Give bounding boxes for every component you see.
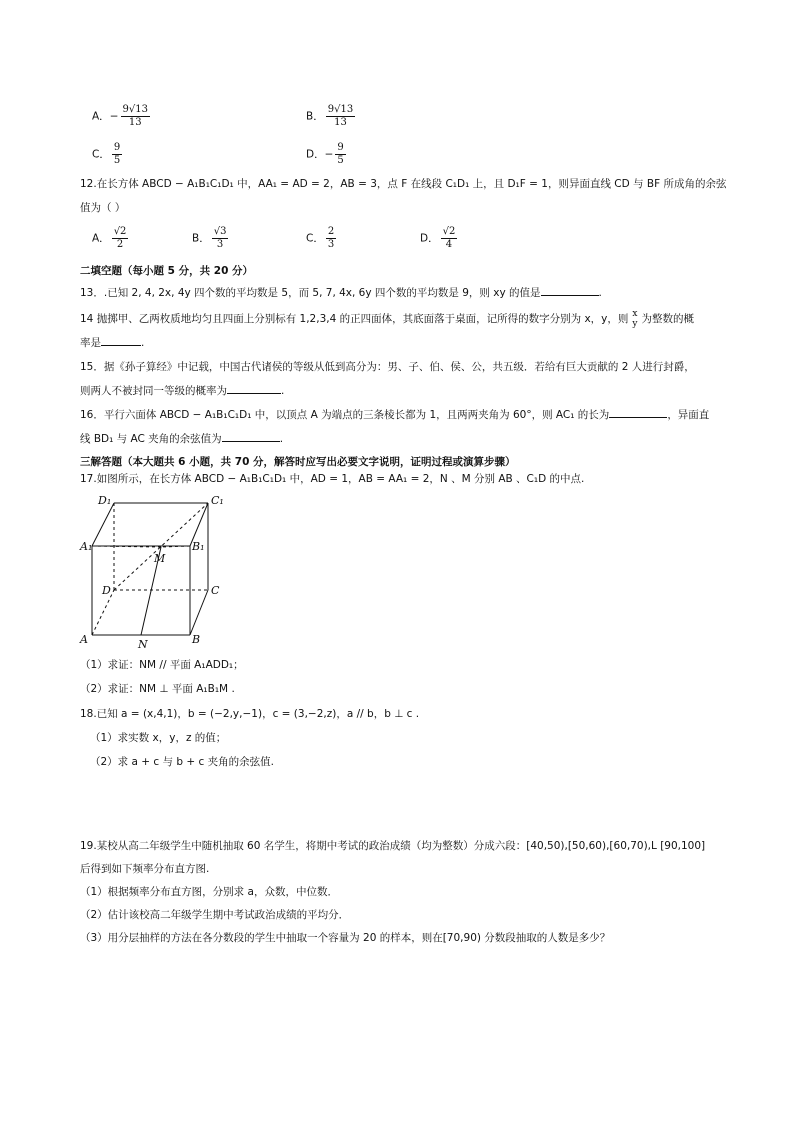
q19-line1: 19.某校从高二年级学生中随机抽取 60 名学生，将期中考试的政治成绩（均为整数）分成六段：[40,50),[50,60),[60,70),L [90,100] — [80, 840, 706, 852]
fraction: $\frac{2}{3}$ — [327, 226, 335, 250]
q14-line2: 率是 . — [80, 337, 145, 349]
q16-line2: 线 BD₁ 与 AC 夹角的余弦值为 . — [80, 433, 284, 445]
fraction: $\frac{√3}{3}$ — [213, 226, 227, 250]
answer-blank — [222, 431, 280, 442]
q17-part2: （2）求证：NM ⊥ 平面 A₁B₁M . — [80, 683, 235, 695]
q12-option-d: D． $\frac{√2}{4}$ — [420, 226, 456, 250]
q11-option-c: C． $\frac{9}{5}$ — [92, 142, 121, 166]
edge-d1a1 — [92, 503, 114, 546]
q12-option-b: B． $\frac{√3}{3}$ — [192, 226, 227, 250]
answer-blank — [609, 407, 667, 418]
q15-line1: 15．据《孙子算经》中记载，中国古代诸侯的等级从低到高分为：男、子、伯、侯、公，共五级．若给有巨大贡献的 2 人进行封爵， — [80, 361, 695, 373]
q13: 13．.已知 2, 4, 2x, 4y 四个数的平均数是 5，而 5, 7, 4x, 6y 四个数的平均数是 9，则 xy 的值是 . — [80, 287, 602, 299]
q12-line1: 12.在长方体 ABCD − A₁B₁C₁D₁ 中，AA₁ = AD = 2，AB = 3，点 F 在线段 C₁D₁ 上，且 D₁F = 1，则异面直线 CD 与 BF 所成角的余弦 — [80, 178, 727, 190]
label-c: C — [211, 584, 220, 597]
fraction: $\frac{√2}{2}$ — [113, 226, 127, 250]
q12-line2: 值为（ ） — [80, 202, 126, 214]
label-b: B — [192, 633, 201, 646]
q16-line1: 16．平行六面体 ABCD − A₁B₁C₁D₁ 中，以顶点 A 为端点的三条棱长都为 1，且两两夹角为 60°，则 AC₁ 的长为 ，异面直 — [80, 409, 710, 421]
label-n: N — [138, 638, 148, 651]
label-a: A — [80, 633, 88, 646]
fraction: $\frac{√2}{4}$ — [442, 226, 456, 250]
q15-line2: 则两人不被封同一等级的概率为 . — [80, 385, 285, 397]
fraction: $\frac{9}{5}$ — [337, 142, 344, 166]
q11-option-d: D．− $\frac{9}{5}$ — [306, 142, 344, 166]
q11-option-b: B． $\frac{9√13}{13}$ — [306, 104, 354, 128]
q19-line2: 后得到如下频率分布直方图. — [80, 863, 210, 875]
q14-line1: 14 抛掷甲、乙两枚质地均匀且四面上分别标有 1,2,3,4 的正四面体，其底面落于桌面，记所得的数字分别为 x，y，则 x y 为整数的概 — [80, 309, 694, 329]
section3-title: 三解答题（本大题共 6 小题，共 70 分，解答时应写出必要文字说明，证明过程或演算步骤） — [80, 456, 516, 468]
section2-title: 二填空题（每小题 5 分，共 20 分） — [80, 265, 254, 277]
fraction: $\frac{9√13}{13}$ — [327, 104, 354, 128]
q19-part1: （1）根据频率分布直方图，分别求 a，众数，中位数． — [80, 886, 338, 898]
q12-option-a: A． $\frac{√2}{2}$ — [92, 226, 127, 250]
answer-blank — [227, 383, 281, 394]
fraction: $\frac{9}{5}$ — [113, 142, 121, 166]
q18-part2: （2）求 a + c 与 b + c 夹角的余弦值. — [90, 756, 274, 768]
fraction: x y — [632, 309, 638, 329]
q18-intro: 18.已知 a = (x,4,1)，b = (−2,y,−1)，c = (3,−2,z)，a // b，b ⊥ c . — [80, 708, 420, 720]
answer-blank — [101, 335, 141, 346]
q11-option-a: A．− $\frac{9√13}{13}$ — [92, 104, 148, 128]
fraction: $\frac{9√13}{13}$ — [122, 104, 148, 128]
q12-option-c: C． $\frac{2}{3}$ — [306, 226, 335, 250]
label-a1: A₁ — [80, 540, 93, 553]
q17-part1: （1）求证：NM // 平面 A₁ADD₁； — [80, 659, 244, 671]
edge-bc — [190, 590, 208, 635]
q18-part1: （1）求实数 x，y，z 的值； — [90, 732, 227, 744]
label-b1: B₁ — [192, 540, 205, 553]
label-d: D — [102, 584, 111, 597]
label-c1: C₁ — [211, 494, 224, 507]
answer-blank — [541, 285, 599, 296]
q19-part3: （3）用分层抽样的方法在各分数段的学生中抽取一个容量为 20 的样本，则在[70,90) 分数段抽取的人数是多少？ — [80, 932, 611, 944]
cuboid-figure — [78, 490, 238, 652]
q17-intro: 17.如图所示，在长方体 ABCD − A₁B₁C₁D₁ 中，AD = 1，AB = AA₁ = 2，N 、M 分别 AB 、C₁D 的中点. — [80, 473, 585, 485]
label-d1: D₁ — [98, 494, 112, 507]
q19-part2: （2）估计该校高二年级学生期中考试政治成绩的平均分． — [80, 909, 350, 921]
label-m: M — [154, 552, 166, 565]
